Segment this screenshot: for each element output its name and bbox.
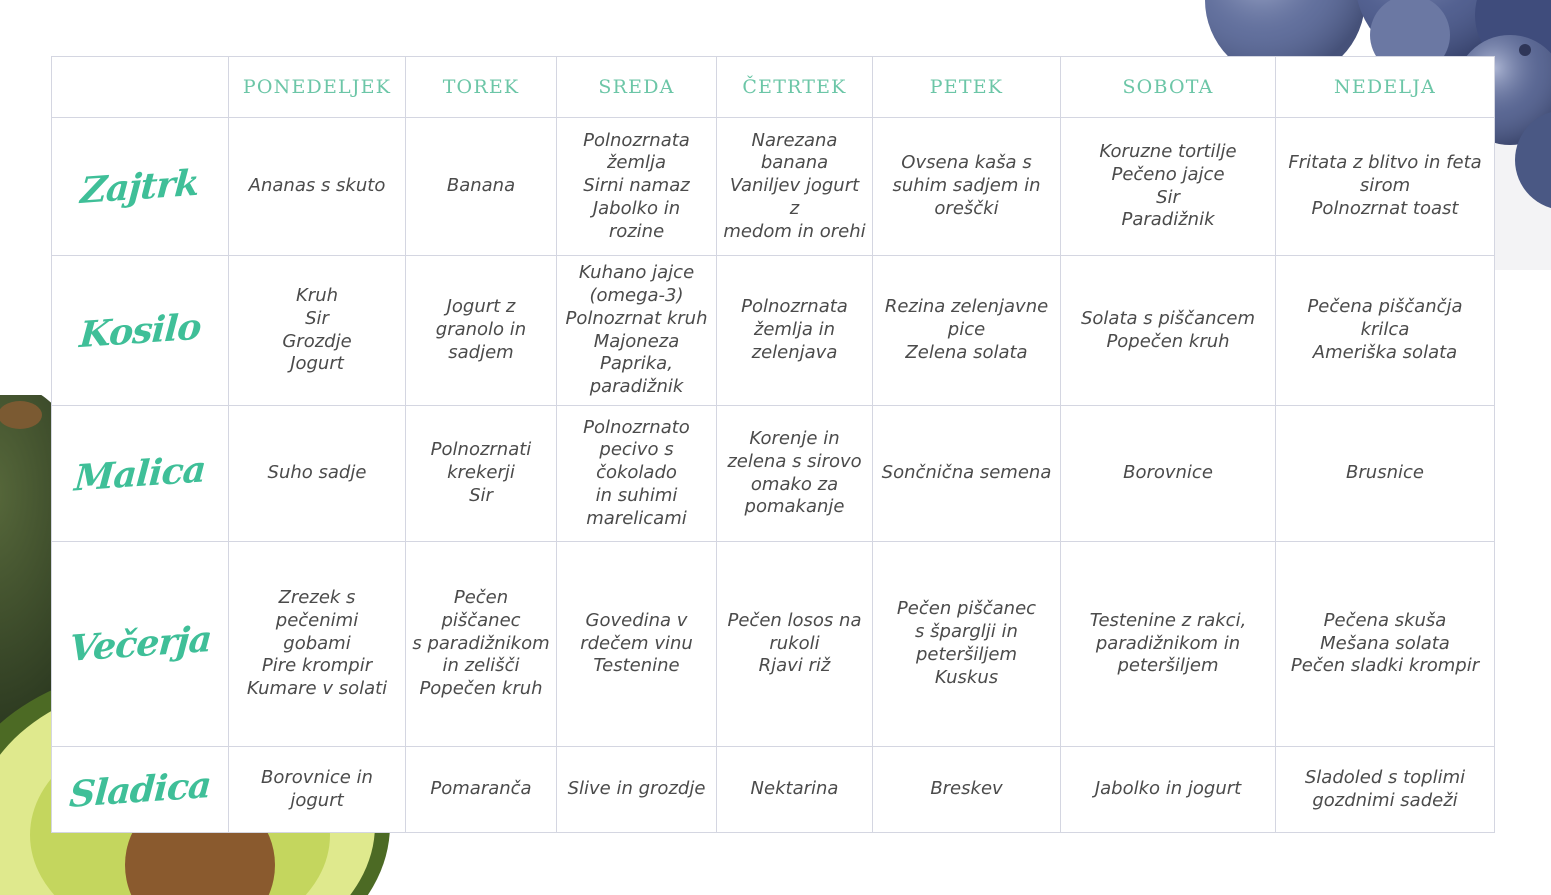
meal-cell-line: Sirni namaz (583, 175, 690, 197)
meal-cell-line: žemlja (606, 152, 667, 174)
meal-cell-line: Vaniljev jogurt z (729, 175, 860, 219)
meal-label-text: Večerja (67, 618, 213, 670)
meal-cell-line: žemlja in (753, 319, 836, 341)
meal-cell-line: Koruzne tortilje (1099, 140, 1237, 162)
meal-cell-line: sirom (1359, 175, 1411, 197)
meal-label (52, 542, 229, 747)
day-header: SREDA (557, 57, 717, 118)
meal-cell (229, 542, 406, 747)
meal-cell (873, 747, 1061, 833)
meal-cell (229, 118, 406, 256)
meal-cell-line: pecivo s (599, 439, 674, 461)
meal-cell-line: Polnozrnata (741, 296, 848, 318)
meal-cell (1061, 406, 1276, 542)
meal-cell-line: granolo in (435, 319, 527, 341)
meal-cell-line: Rjavi riž (758, 655, 831, 677)
meal-cell-line: jogurt (290, 789, 344, 811)
meal-cell-line: Paradižnik (1121, 209, 1215, 231)
meal-cell-line: Govedina v (585, 609, 688, 631)
meal-cell-line: Korenje in (749, 427, 840, 449)
meal-cell-line: pomakanje (744, 496, 845, 518)
meal-label (52, 118, 229, 256)
meal-cell (229, 747, 406, 833)
meal-label-text: Sladica (67, 763, 213, 816)
meal-cell-line: Polnozrnat kruh (565, 307, 708, 329)
meal-cell-line: Sir (305, 307, 329, 329)
meal-cell (229, 256, 406, 406)
day-header: PETEK (873, 57, 1061, 118)
meal-cell (557, 542, 717, 747)
meal-label (52, 747, 229, 833)
day-header: PONEDELJEK (229, 57, 406, 118)
meal-label (52, 406, 229, 542)
meal-cell-line: Jabolko in jogurt (1094, 778, 1242, 800)
meal-cell-line: Sir (469, 484, 493, 506)
meal-cell-line: medom in orehi (723, 220, 866, 242)
meal-cell-line: omako za (750, 473, 839, 495)
meal-cell-line: Pečena piščančja krilca (1307, 296, 1463, 341)
meal-cell-line: Borovnice in (261, 766, 373, 788)
meal-label (52, 256, 229, 406)
meal-cell (1276, 256, 1495, 406)
meal-cell-line: paradižnik (589, 376, 684, 398)
meal-cell-line: Pire krompir (261, 655, 373, 677)
header-row (52, 57, 1495, 118)
meal-cell (406, 256, 557, 406)
day-header: NEDELJA (1276, 57, 1495, 118)
meal-cell-line: pice (947, 319, 986, 341)
meal-cell-line: Jogurt (290, 353, 344, 375)
meal-label-text: Zajtrk (79, 161, 201, 212)
meal-cell-line: suhim sadjem in (892, 175, 1041, 197)
meal-cell-line: Suho sadje (267, 462, 367, 484)
meal-cell-line: Polnozrnata (583, 129, 690, 151)
meal-cell-line: Zrezek s pečenimi (275, 587, 359, 631)
meal-cell-line: krekerji (447, 462, 515, 484)
meal-cell-line: Sladoled s toplimi (1304, 766, 1466, 788)
meal-row (52, 256, 1495, 406)
meal-cell-line: Kruh (295, 284, 339, 306)
meal-cell (1061, 118, 1276, 256)
meal-cell-line: Pečen piščanec (441, 587, 521, 631)
meal-cell (406, 118, 557, 256)
meal-cell (873, 406, 1061, 542)
meal-cell-line: Testenine z rakci, (1089, 609, 1247, 631)
meal-cell (873, 256, 1061, 406)
meal-cell (1061, 747, 1276, 833)
meal-cell-line: Popečen kruh (1106, 330, 1230, 352)
meal-cell (557, 406, 717, 542)
meal-cell-line: Slive in grozdje (567, 778, 706, 800)
corner-cell (52, 57, 229, 118)
meal-cell-line: s šparglji in (915, 621, 1018, 643)
meal-cell-line: čokolado (596, 462, 677, 484)
meal-cell-line: Breskev (930, 778, 1003, 800)
meal-cell-line: (omega-3) (589, 284, 684, 306)
meal-cell-line: Fritata z blitvo in feta (1288, 152, 1482, 174)
day-header: SOBOTA (1061, 57, 1276, 118)
meal-cell-line: oreščki (934, 197, 999, 219)
meal-cell (717, 406, 873, 542)
meal-cell-line: Rezina zelenjavne (884, 296, 1049, 318)
meal-cell-line: in zelišči (442, 655, 520, 677)
meal-cell (717, 118, 873, 256)
meal-cell-line: Solata s piščancem (1080, 307, 1256, 329)
meal-cell-line: Ameriška solata (1312, 341, 1458, 363)
meal-cell-line: sadjem (448, 341, 514, 363)
meal-cell (557, 118, 717, 256)
meal-cell (873, 118, 1061, 256)
meal-cell-line: Testenine (593, 655, 680, 677)
meal-cell (873, 542, 1061, 747)
meal-cell-line: Ananas s skuto (248, 175, 386, 197)
meal-cell-line: Jogurt z (446, 296, 516, 318)
meal-row (52, 747, 1495, 833)
day-header: TOREK (406, 57, 557, 118)
meal-cell-line: Pečen sladki krompir (1290, 655, 1480, 677)
meal-cell-line: Nektarina (750, 778, 839, 800)
meal-cell (557, 747, 717, 833)
meal-cell-line: peteršiljem (915, 644, 1018, 665)
meal-cell-line: gozdnimi sadeži (1312, 789, 1458, 811)
meal-cell-line: zelena s sirovo (727, 450, 862, 472)
meal-cell (1276, 747, 1495, 833)
meal-cell (406, 542, 557, 747)
meal-cell-line: Polnozrnato (583, 416, 690, 438)
meal-cell (406, 747, 557, 833)
meal-cell-line: s paradižnikom (412, 632, 550, 654)
meal-cell (1276, 406, 1495, 542)
meal-cell (717, 542, 873, 747)
meal-cell (1276, 542, 1495, 747)
meal-cell-line: rdečem vinu (580, 632, 693, 654)
meal-label-text: Malica (73, 448, 207, 499)
meal-cell-line: Sončnična semena (881, 462, 1052, 484)
meal-cell-line: Polnozrnati (430, 439, 532, 461)
meal-cell-line: Polnozrnat toast (1311, 197, 1459, 219)
meal-cell (229, 406, 406, 542)
meal-cell-line: marelicami (586, 507, 687, 529)
meal-cell-line: Kumare v solati (246, 678, 388, 700)
meal-cell (717, 747, 873, 833)
meal-cell-line: Paprika, (600, 353, 673, 375)
meal-cell-line: Pečena skuša (1323, 609, 1447, 631)
meal-cell (557, 256, 717, 406)
meal-row (52, 118, 1495, 256)
meal-cell-line: Popečen kruh (419, 678, 543, 700)
meal-cell-line: Banana (446, 175, 516, 197)
meal-cell (1061, 542, 1276, 747)
meal-cell (406, 406, 557, 542)
meal-cell-line: rukoli (769, 632, 820, 654)
meal-cell (1276, 118, 1495, 256)
meal-row (52, 406, 1495, 542)
meal-label-text: Kosilo (78, 305, 202, 356)
meal-cell-line: paradižnikom in (1095, 632, 1241, 654)
meal-cell (1061, 256, 1276, 406)
meal-cell-line: zelenjava (751, 341, 838, 363)
meal-cell-line: Brusnice (1346, 462, 1424, 484)
meal-row (52, 542, 1495, 747)
meal-cell-line: Sir (1156, 186, 1180, 208)
meal-cell-line: Kuskus (934, 666, 999, 688)
meal-cell-line: Jabolko in (592, 197, 681, 219)
meal-cell-line: Majoneza (593, 330, 680, 352)
meal-cell-line: rozine (608, 220, 665, 242)
meal-cell-line: Mešana solata (1320, 632, 1450, 654)
meal-plan-table (51, 56, 1495, 833)
meal-cell-line: Pečen piščanec (896, 598, 1037, 620)
meal-cell-line: Borovnice (1123, 462, 1213, 484)
meal-cell-line: Grozdje (282, 330, 352, 352)
day-header: ČETRTEK (717, 57, 873, 118)
meal-cell-line: Kuhano jajce (578, 262, 695, 284)
meal-cell-line: in suhimi (595, 484, 678, 506)
meal-cell-line: gobami (283, 632, 351, 654)
meal-cell (717, 256, 873, 406)
meal-cell-line: Zelena solata (905, 341, 1028, 363)
meal-cell-line: Pečen losos na (727, 609, 862, 631)
meal-cell-line: Pečeno jajce (1111, 163, 1225, 185)
meal-cell-line: Pomaranča (430, 778, 532, 800)
meal-cell-line: banana (760, 152, 829, 174)
meal-cell-line: Ovsena kaša s (901, 152, 1032, 174)
meal-cell-line: peteršiljem (1117, 655, 1219, 677)
meal-cell-line: Narezana (751, 129, 838, 151)
